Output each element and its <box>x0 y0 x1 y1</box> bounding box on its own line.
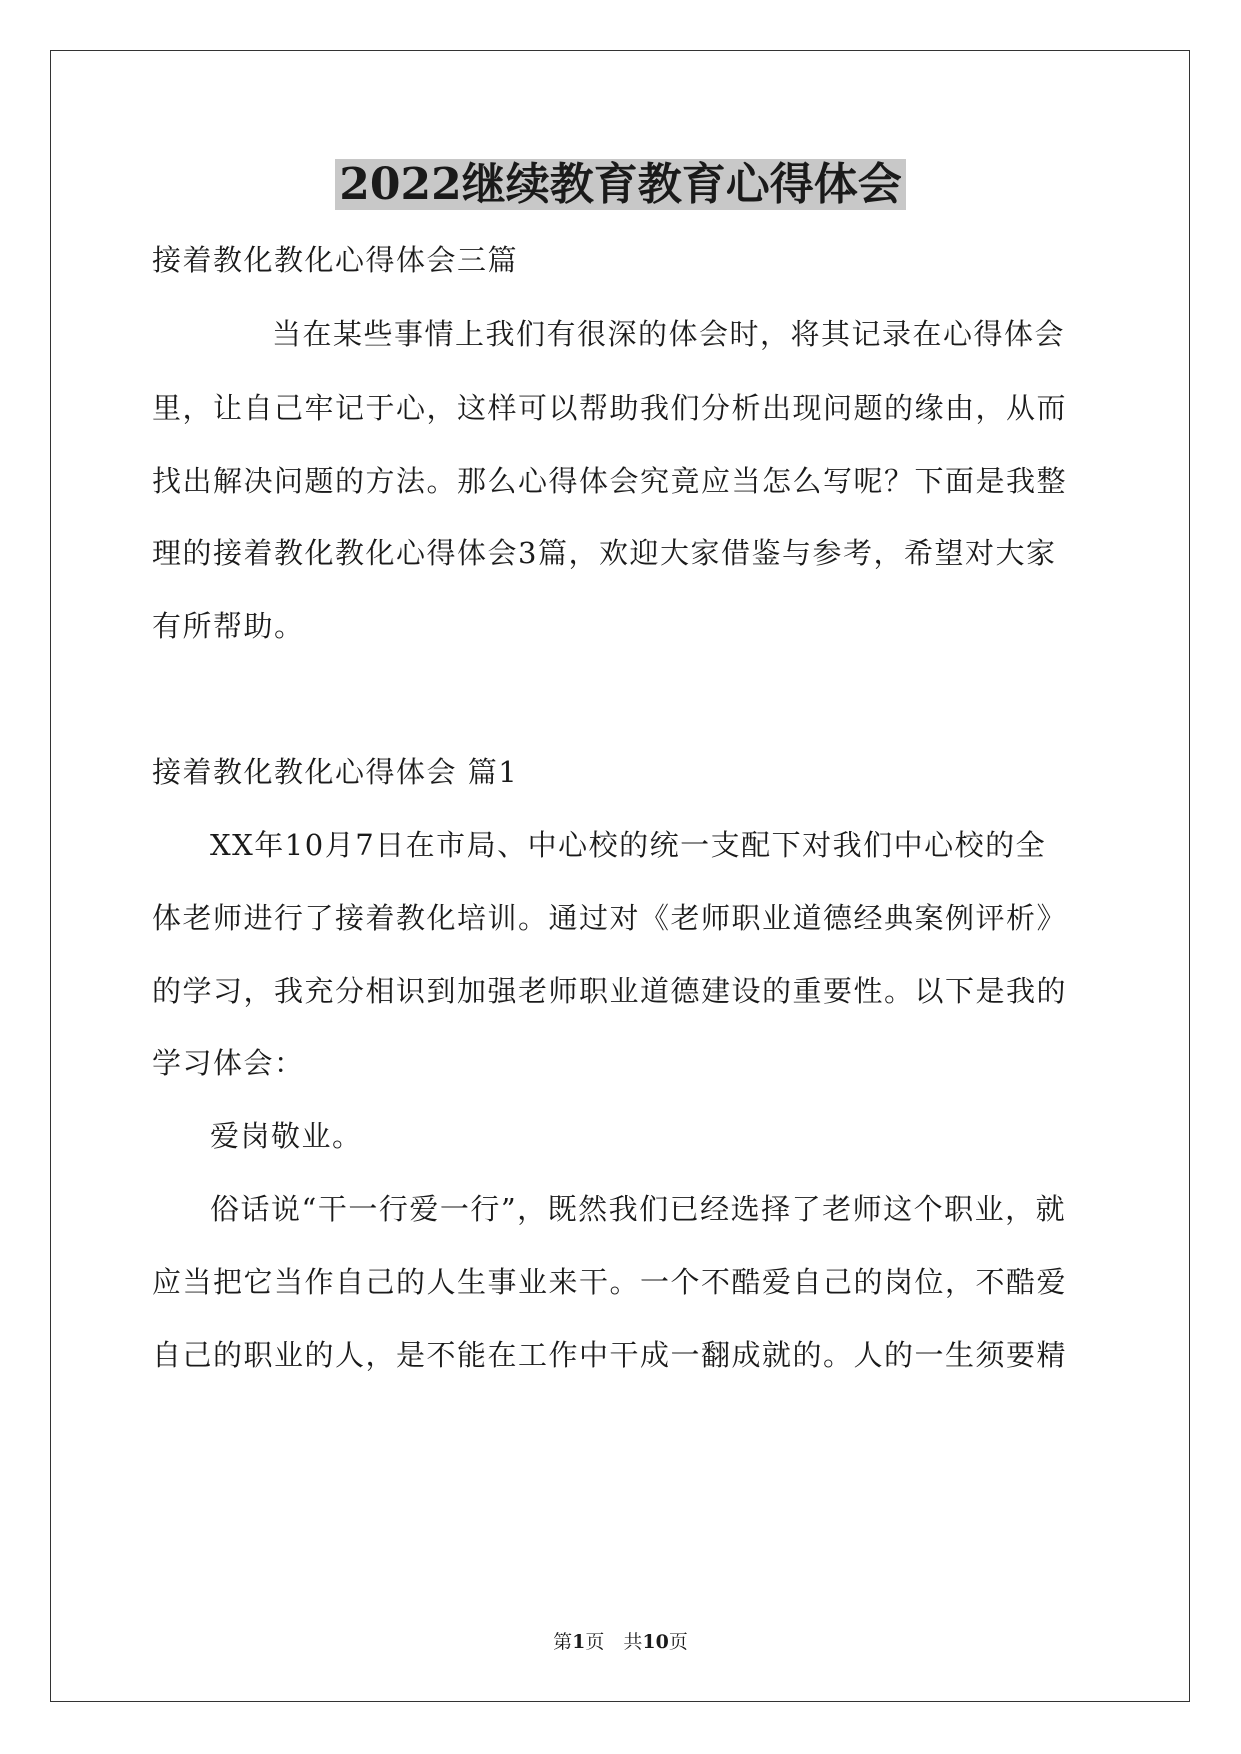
footer-page-total: 10 <box>642 1631 669 1653</box>
paragraph-line: 当在某些事情上我们有很深的体会时，将其记录在心得体会 <box>272 317 1066 351</box>
subheading-line: 爱岗敬业。 <box>210 1119 363 1153</box>
paragraph-line: 理的接着教化教化心得体会3篇，欢迎大家借鉴与参考，希望对大家 <box>152 536 1057 570</box>
page-footer <box>0 1630 1241 1654</box>
paragraph-line: 里，让自己牢记于心，这样可以帮助我们分析出现问题的缘由，从而 <box>152 391 1068 425</box>
paragraph-line: 有所帮助。 <box>152 609 305 643</box>
document-title-text: 2022继续教育教育心得体会 <box>335 159 905 210</box>
paragraph-line: 俗话说“干一行爱一行”，既然我们已经选择了老师这个职业，就 <box>210 1192 1067 1226</box>
document-title <box>0 156 1241 214</box>
paragraph-line: 找出解决问题的方法。那么心得体会究竟应当怎么写呢？下面是我整 <box>152 464 1068 498</box>
paragraph-line: 应当把它当作自己的人生事业来干。一个不酷爱自己的岗位，不酷爱 <box>152 1265 1068 1299</box>
paragraph-line: 学习体会： <box>152 1046 305 1080</box>
footer-prefix: 第 <box>553 1631 573 1653</box>
footer-page-current: 1 <box>572 1631 586 1653</box>
paragraph-line: XX年10月7日在市局、中心校的统一支配下对我们中心校的全 <box>210 828 1047 862</box>
paragraph-line: 体老师进行了接着教化培训。通过对《老师职业道德经典案例评析》 <box>152 901 1068 935</box>
paragraph-line: 的学习，我充分相识到加强老师职业道德建设的重要性。以下是我的 <box>152 974 1068 1008</box>
page-border <box>50 50 1190 1702</box>
footer-mid: 页 共 <box>585 1631 643 1653</box>
paragraph-line: 自己的职业的人，是不能在工作中干成一翻成就的。人的一生须要精 <box>152 1338 1068 1372</box>
footer-suffix: 页 <box>668 1631 688 1653</box>
section-heading-intro: 接着教化教化心得体会三篇 <box>152 243 519 277</box>
section-heading-part1: 接着教化教化心得体会 篇1 <box>152 755 519 789</box>
